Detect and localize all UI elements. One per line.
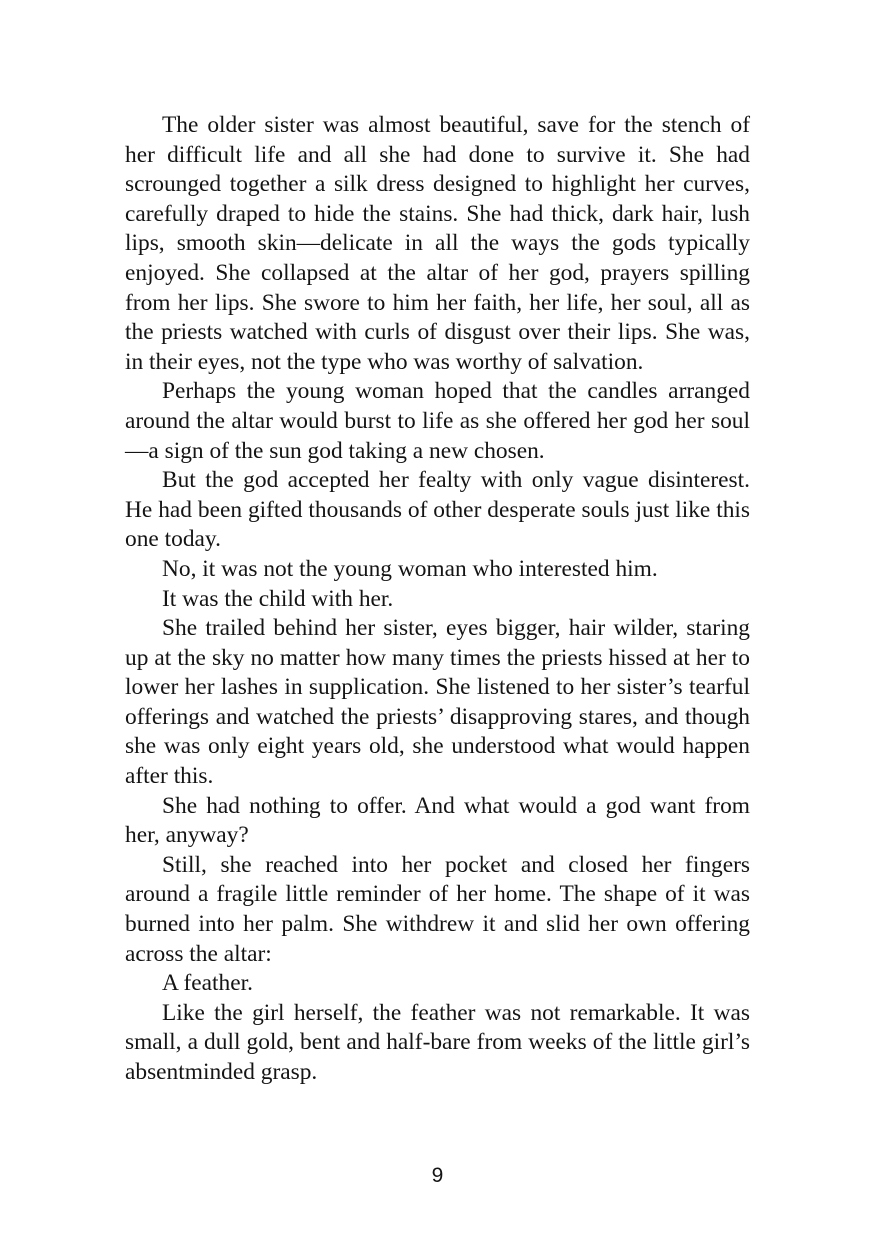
paragraph: Still, she reached into her pocket and closed her fingers around a fragile little reminder of her home. The shape of it was burned into her palm. She withdrew it and slid her own offering across the altar: xyxy=(125,851,750,967)
page-number: 9 xyxy=(431,1164,444,1187)
paragraph: She had nothing to offer. And what would a god want from her, anyway? xyxy=(125,792,750,849)
paragraph: Like the girl herself, the feather was not remarkable. It was small, a dull gold, bent and half-bare from weeks of the little girl’s absentminded grasp. xyxy=(125,999,750,1085)
paragraph: But the god accepted her fealty with only vague disinterest. He had been gifted thousands of other desperate souls just like this one today. xyxy=(125,467,750,553)
paragraph: She trailed behind her sister, eyes bigger, hair wilder, staring up at the sky no matter how many times the priests hissed at her to lower her lashes in supplication. She listened to her sister’s tearful offerings and watched the priests’ disapproving stares, and though she was only eight years old, she understood what would happen after this. xyxy=(125,615,750,790)
paragraph: A feather. xyxy=(162,970,253,997)
paragraph: No, it was not the young woman who interested him. xyxy=(162,555,658,582)
paragraph: Perhaps the young woman hoped that the candles arranged around the altar would burst to life as she offered her god her soul—a sign of the sun god taking a new chosen. xyxy=(125,378,750,464)
body-text xyxy=(125,111,750,1088)
paragraph: The older sister was almost beautiful, save for the stench of her difficult life and all she had done to survive it. She had scrounged together a silk dress designed to highlight her curves, carefully draped to hide the stains. She had thick, dark hair, lush lips, smooth skin—delicate in all the ways the gods typically enjoyed. She collapsed at the altar of her god, prayers spilling from her lips. She swore to him her faith, her life, her soul, all as the priests watched with curls of disgust over their lips. She was, in their eyes, not the type who was worthy of salvation. xyxy=(125,112,750,375)
paragraph: It was the child with her. xyxy=(162,585,394,612)
